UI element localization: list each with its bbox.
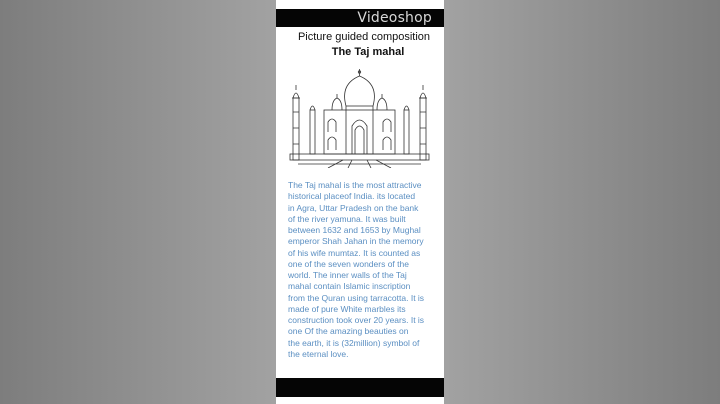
essay-line: of his wife mumtaz. It is counted as (288, 247, 421, 258)
essay-line: emperor Shah Jahan in the memory (288, 236, 424, 247)
essay-line: historical placeof India. its located (288, 191, 416, 202)
essay-line: construction took over 20 years. It is (288, 315, 425, 325)
essay-line: made of pure White marbles its (288, 303, 406, 314)
essay-line: of the river yamuna. It was built (288, 213, 406, 224)
bottom-bar (276, 378, 444, 397)
essay-line: one Of the amazing beauties on (288, 326, 409, 337)
page-title: Picture guided composition (297, 31, 431, 43)
videoshop-watermark: Videoshop (357, 10, 432, 26)
essay-line: from the Quran using tarracotta. It is (288, 292, 425, 303)
essay-line: The Taj mahal is the most attractive (288, 180, 422, 190)
taj-mahal-drawing-icon (288, 68, 438, 168)
essay-line: the eternal love. (288, 348, 349, 359)
blurred-background-left (0, 0, 276, 404)
bottom-margin (276, 397, 444, 404)
top-margin (276, 0, 444, 9)
watermark-bar (276, 9, 444, 27)
essay-line: in Agra, Uttar Pradesh on the bank (288, 202, 419, 213)
essay-text (288, 180, 438, 360)
essay-line: mahal contain Islamic inscription (288, 281, 411, 292)
blurred-background-right (444, 0, 720, 404)
video-frame (276, 0, 444, 404)
essay-line: the earth, it is (32million) symbol of (288, 337, 420, 348)
page-subtitle: The Taj mahal (331, 46, 405, 58)
essay-line: between 1632 and 1653 by Mughal (288, 225, 421, 235)
essay-line: one of the seven wonders of the (288, 258, 409, 269)
essay-line: world. The inner walls of the Taj (288, 270, 407, 280)
